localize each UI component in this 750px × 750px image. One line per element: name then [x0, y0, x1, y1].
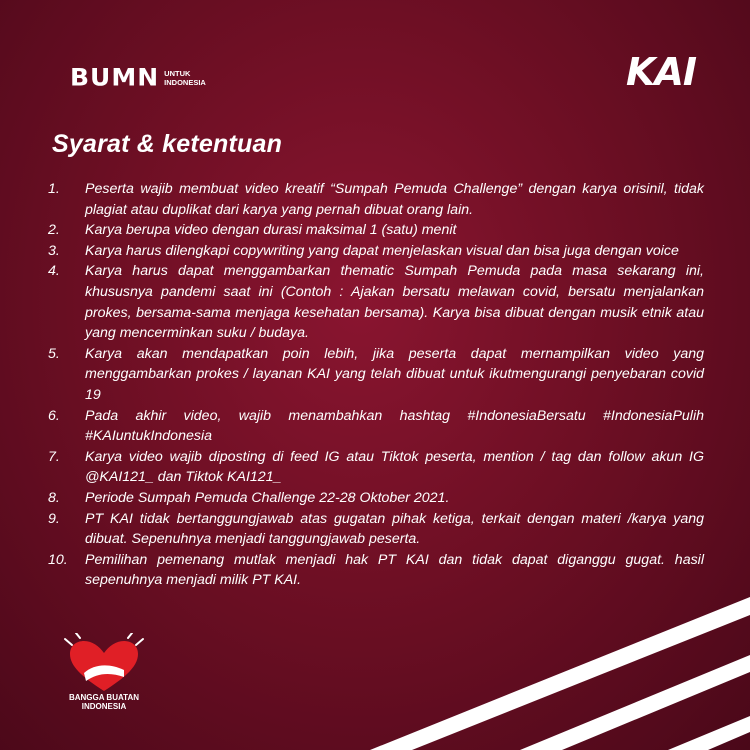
term-number: 9.	[48, 510, 60, 527]
terms-list	[40, 179, 704, 591]
term-text: Karya harus dilengkapi copywriting yang dapat menjelaskan visual dan bisa juga dengan voice	[85, 242, 679, 259]
term-item	[40, 509, 704, 550]
term-text: Karya akan mendapatkan poin lebih, jika peserta dapat mernampilkan video yang menggambarkan prokes / layanan KAI yang telah dibuat untuk ikutmengurangi penyebaran covid 19	[85, 345, 704, 403]
term-item	[40, 447, 704, 488]
term-text: Pada akhir video, wajib menambahkan hashtag #IndonesiaBersatu #IndonesiaPulih #KAIuntukIndonesia	[85, 407, 704, 445]
term-item	[40, 241, 704, 262]
bumn-logo	[70, 65, 206, 90]
bumn-tagline-line-2: INDONESIA	[164, 77, 206, 87]
term-item	[40, 488, 704, 509]
term-text: Karya berupa video dengan durasi maksimal 1 (satu) menit	[85, 222, 457, 239]
term-number: 5.	[48, 345, 60, 362]
bumn-wordmark: BUMN	[70, 63, 160, 92]
bumn-tagline-line-1: UNTUK	[164, 68, 191, 78]
page-title: Syarat & ketentuan	[52, 130, 283, 158]
term-number: 1.	[48, 181, 60, 197]
term-item	[40, 220, 704, 241]
term-number: 10.	[48, 551, 68, 568]
term-number: 3.	[48, 242, 60, 259]
term-number: 7.	[48, 448, 60, 465]
bangga-buatan-indonesia-text	[54, 693, 154, 711]
term-text: Karya video wajib diposting di feed IG atau Tiktok peserta, mention / tag dan follow akun IG @KAI121_ dan Tiktok KAI121_	[85, 448, 704, 486]
term-item	[40, 550, 704, 591]
term-item	[40, 261, 704, 343]
term-text: Pemilihan pemenang mutlak menjadi hak PT KAI dan tidak dapat diganggu gugat. hasil sepenuhnya menjadi milik PT KAI.	[85, 551, 704, 589]
term-item	[40, 344, 704, 406]
heart-icon	[54, 633, 154, 693]
term-text: Karya harus dapat menggambarkan thematic Sumpah Pemuda pada masa sekarang ini, khususnya pandemi saat ini (Contoh : Ajakan bersatu melawan covid, bersatu menjalankan prokes, bersama-sama menjaga kesehatan bersama). Karya bisa dibuat dengan musik etnik atau yang mencerminkan suku / budaya.	[85, 263, 704, 342]
bumn-tagline	[164, 69, 206, 87]
term-item	[40, 406, 704, 447]
term-number: 6.	[48, 407, 60, 424]
bangga-buatan-indonesia-logo	[54, 633, 154, 711]
bangga-line-2: INDONESIA	[81, 702, 127, 711]
term-text: PT KAI tidak bertanggungjawab atas gugatan pihak ketiga, terkait dengan materi /karya yang dibuat. Sepenuhnya menjadi tanggungjawab peserta.	[85, 510, 704, 548]
term-item	[40, 179, 704, 220]
kai-logo: KAI	[626, 50, 696, 94]
term-number: 2.	[48, 222, 60, 239]
term-number: 4.	[48, 263, 60, 280]
bangga-line-1: BANGGA BUATAN	[68, 693, 140, 702]
term-text: Peserta wajib membuat video kreatif “Sumpah Pemuda Challenge” dengan karya orisinil, tidak plagiat atau duplikat dari karya yang pernah dibuat orang lain.	[85, 181, 704, 218]
term-text: Periode Sumpah Pemuda Challenge 22-28 Oktober 2021.	[85, 489, 450, 506]
term-number: 8.	[48, 489, 60, 506]
